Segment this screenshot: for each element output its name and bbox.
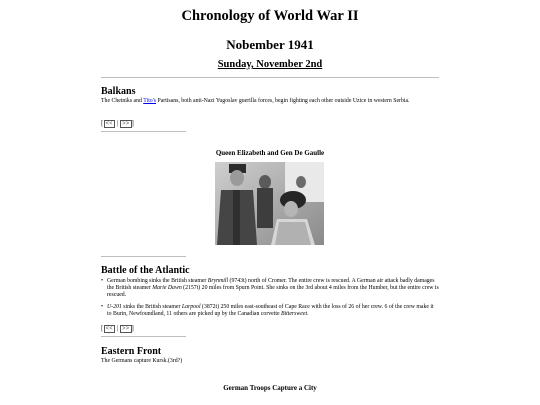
balkans-text xyxy=(101,98,439,105)
section-heading-balkans: Balkans xyxy=(101,86,136,97)
atlantic-list xyxy=(101,278,439,318)
forward-link[interactable]: >> xyxy=(122,121,130,127)
list-item xyxy=(101,278,439,299)
ship-name: U-201 xyxy=(107,304,122,310)
nav-sep: | xyxy=(116,324,119,332)
balkans-text-pre: The Chetniks and xyxy=(101,98,144,104)
item-text: sinks the British steamer xyxy=(121,304,182,310)
forward-link[interactable]: >> xyxy=(122,326,130,332)
short-divider xyxy=(101,131,186,132)
tito-link[interactable]: Tito's xyxy=(143,98,157,104)
ship-name: Larpool xyxy=(181,304,201,310)
page-month: Nobember 1941 xyxy=(226,37,314,52)
nav-close: ] xyxy=(131,324,135,332)
section-heading-atlantic: Battle of the Atlantic xyxy=(101,265,190,276)
item-text: (9743t) north of Cromer. The entire crew is rescued. A German air attack badly damages the British steamer xyxy=(107,278,435,291)
divider xyxy=(101,77,439,78)
nav-links-1 xyxy=(101,119,134,128)
nav-open: [ xyxy=(101,324,104,332)
item-text: German bombing sinks the British steamer xyxy=(107,278,208,284)
back-link[interactable]: << xyxy=(105,326,113,332)
ship-name: Bittersweet xyxy=(280,311,308,317)
short-divider-3 xyxy=(101,336,186,337)
nav-links-2 xyxy=(101,324,134,333)
nav-open: [ xyxy=(101,119,104,127)
balkans-text-post: Partisans, both anti-Nazi Yugoslav guerilla forces, begin fighting each other outside Uzice in western Serbia. xyxy=(156,98,410,104)
ship-name: Marie Dawn xyxy=(152,285,182,291)
photo-caption: Queen Elizabeth and Gen De Gaulle xyxy=(215,149,325,157)
photograph-icon[interactable] xyxy=(215,162,324,245)
item-text: . xyxy=(307,311,309,317)
nav-sep: | xyxy=(116,119,119,127)
short-divider-2 xyxy=(101,256,186,257)
list-item xyxy=(101,304,439,318)
item-text: (3872t) 250 miles east-southeast of Cape Race with the loss of 26 of her crew. 6 of the crew make it to Burin, Newfoundland, 11 others are picked up by the Canadian corvette xyxy=(107,304,434,317)
page-date: Sunday, November 2nd xyxy=(217,59,323,70)
eastern-text: The Germans capture Kursk.(3rd?) xyxy=(101,358,183,364)
back-link[interactable]: << xyxy=(105,121,113,127)
item-text: (2157t) 20 miles from Spurn Point. She sinks on the 3rd about 4 miles from the Humber, but the entire crew is rescued. xyxy=(107,285,439,298)
nav-close: ] xyxy=(131,119,135,127)
ship-name: Brynmill xyxy=(207,278,229,284)
section-heading-eastern: Eastern Front xyxy=(101,346,162,357)
next-photo-caption: German Troops Capture a City xyxy=(223,384,317,392)
page-title: Chronology of World War II xyxy=(181,8,359,24)
